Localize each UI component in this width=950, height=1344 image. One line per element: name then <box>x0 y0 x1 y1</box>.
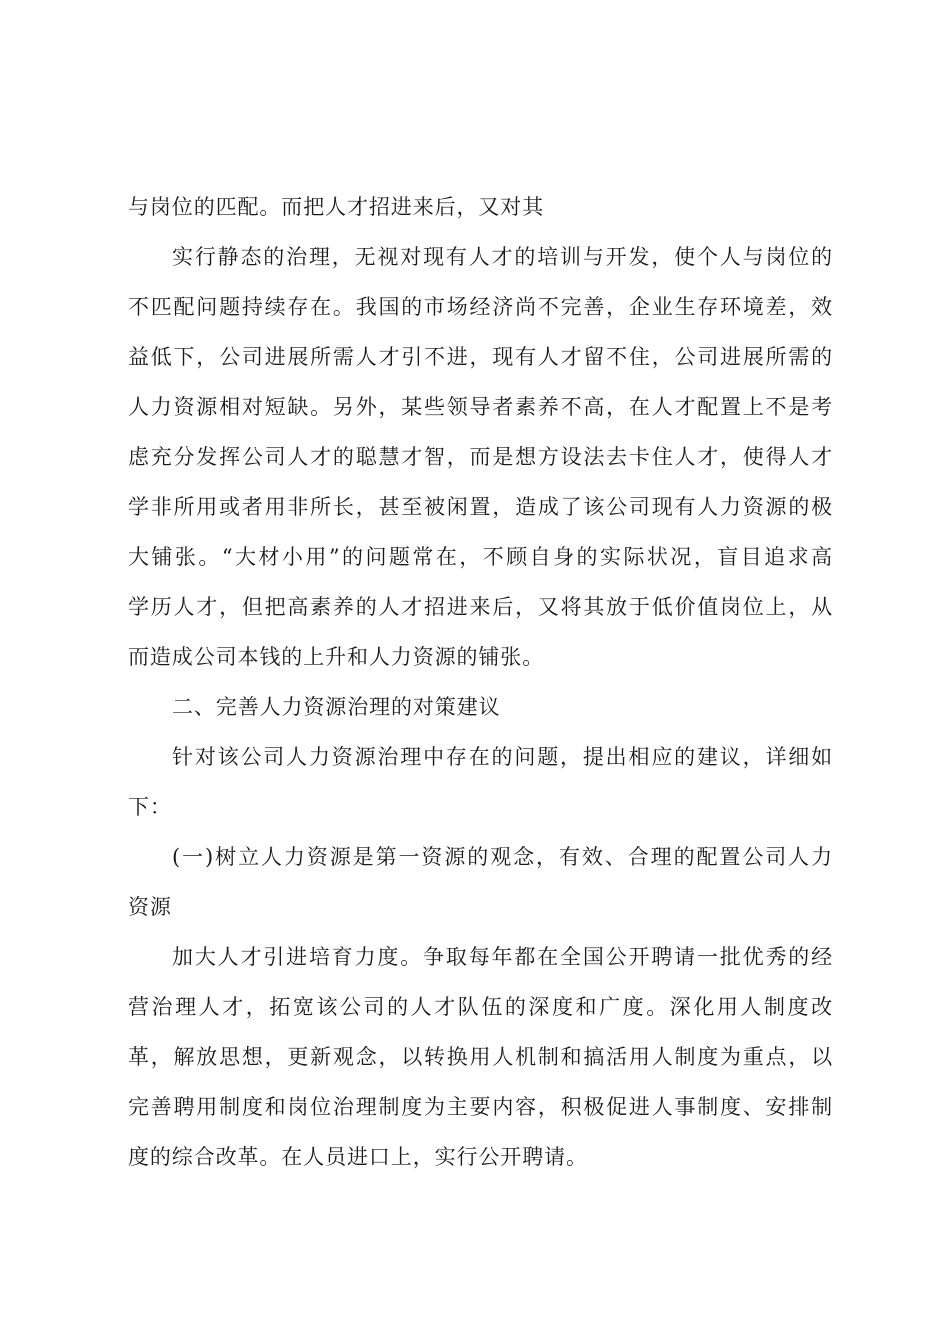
paragraph-line: 实行静态的治理，无视对现有人才的培训与开发，使个人与岗位的 <box>172 245 833 269</box>
subsection-heading-cont: 资源 <box>128 895 172 919</box>
text-line: 下： <box>128 795 172 819</box>
text-line: 完善聘用制度和岗位治理制度为主要内容，积极促进人事制度、安排制 <box>128 1095 833 1119</box>
paragraph-line: 针对该公司人力资源治理中存在的问题，提出相应的建议，详细如 <box>172 745 833 769</box>
text-line: 与岗位的匹配。而把人才招进来后，又对其 <box>128 195 545 219</box>
text-line: 大铺张。“大材小用”的问题常在，不顾自身的实际状况，盲目追求高 <box>128 545 833 569</box>
text-line: 学非所用或者用非所长，甚至被闲置，造成了该公司现有人力资源的极 <box>128 495 833 519</box>
text-line: 虑充分发挥公司人才的聪慧才智，而是想方设法去卡住人才，使得人才 <box>128 445 833 469</box>
text-line: 益低下，公司进展所需人才引不进，现有人才留不住，公司进展所需的 <box>128 345 833 369</box>
text-line: 营治理人才，拓宽该公司的人才队伍的深度和广度。深化用人制度改 <box>128 995 833 1019</box>
text-line: 不匹配问题持续存在。我国的市场经济尚不完善，企业生存环境差，效 <box>128 295 833 319</box>
text-line: 而造成公司本钱的上升和人力资源的铺张。 <box>128 645 545 669</box>
subsection-heading: (一)树立人力资源是第一资源的观念，有效、合理的配置公司人力 <box>172 845 833 869</box>
text-line: 学历人才，但把高素养的人才招进来后，又将其放于低价值岗位上，从 <box>128 595 833 619</box>
paragraph-line: 加大人才引进培育力度。争取每年都在全国公开聘请一批优秀的经 <box>172 945 833 969</box>
text-line: 人力资源相对短缺。另外，某些领导者素养不高，在人才配置上不是考 <box>128 395 833 419</box>
text-line: 度的综合改革。在人员进口上，实行公开聘请。 <box>128 1145 588 1169</box>
section-heading: 二、完善人力资源治理的对策建议 <box>172 695 501 719</box>
text-line: 革，解放思想，更新观念，以转换用人机制和搞活用人制度为重点，以 <box>128 1045 833 1069</box>
